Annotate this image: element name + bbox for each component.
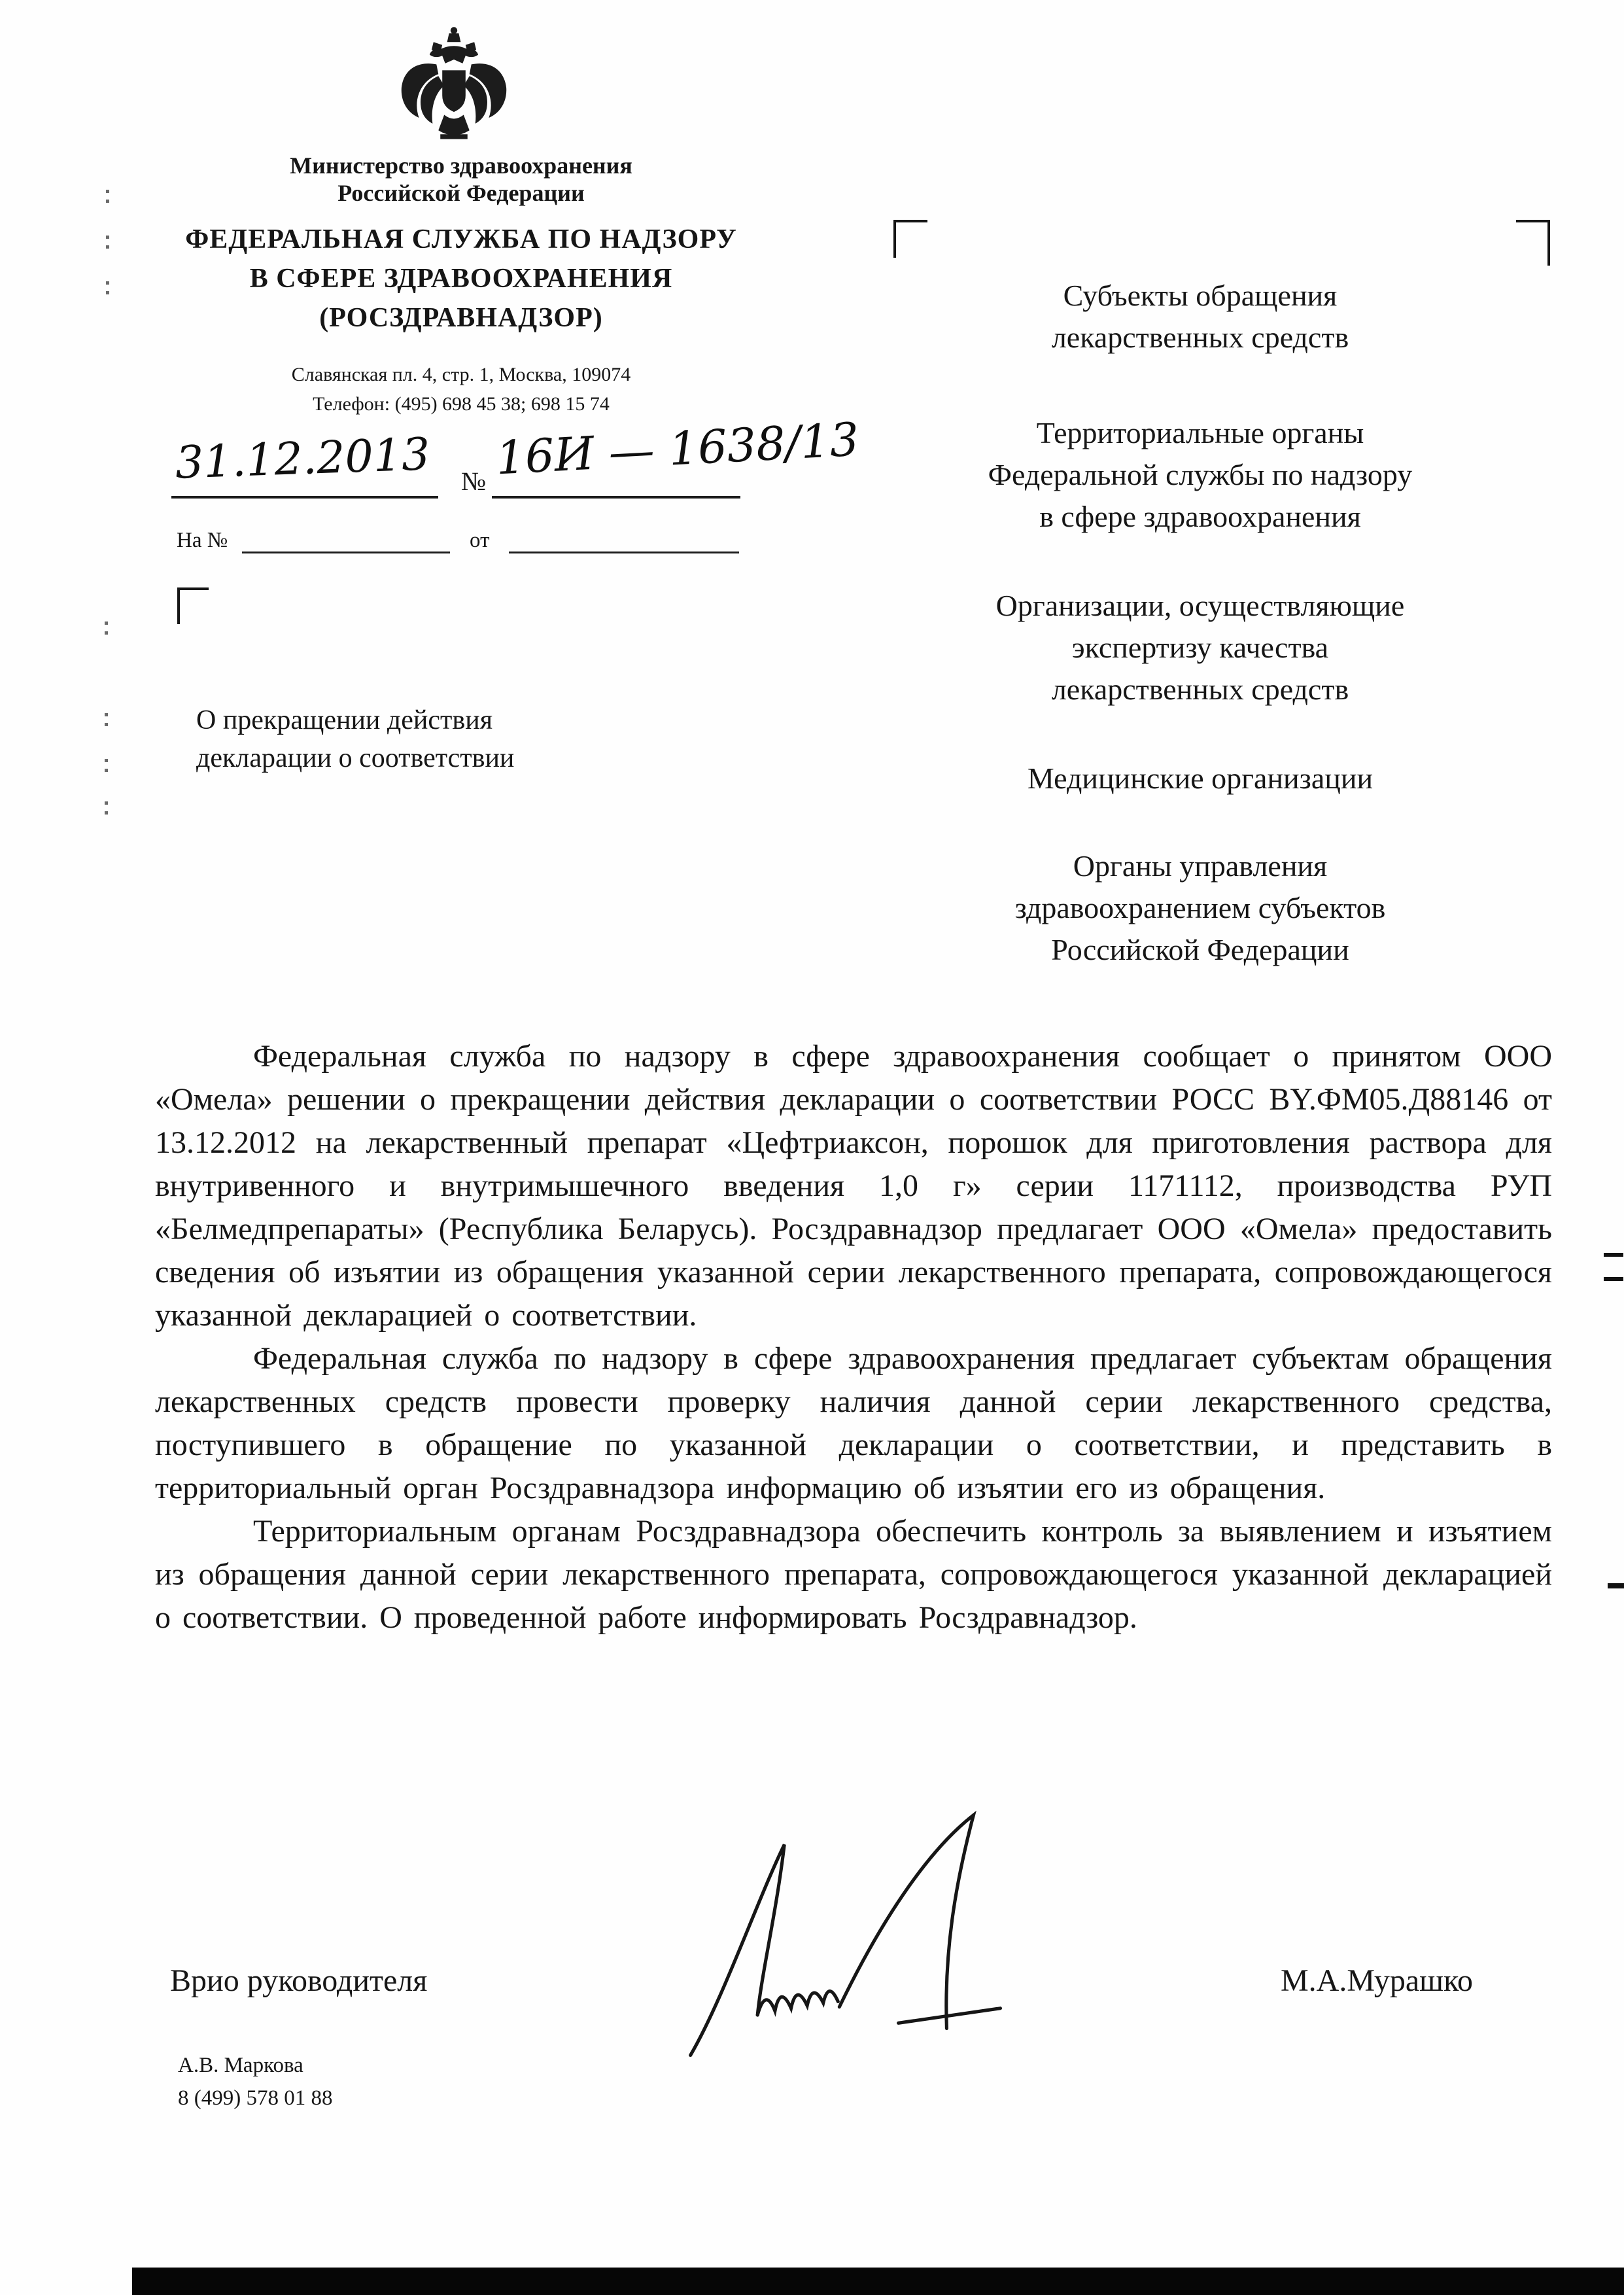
scan-artifact-edge-mark [1608,1583,1624,1588]
reply-from-label: от [470,529,490,552]
scan-artifact-dots [105,622,108,635]
ministry-name [167,152,755,207]
agency-name [150,220,772,338]
addressee-line: в сфере здравоохранения [1039,500,1361,533]
signer-position: Врио руководителя [170,1963,428,1998]
subject-line-2: декларации о соответствии [196,743,515,773]
subject-line [196,701,514,777]
executor-block [178,2049,332,2114]
addressee-line: экспертизу качества [1071,631,1329,664]
number-sign: № [461,466,487,496]
scan-artifact-edge-mark [1604,1277,1623,1281]
scan-artifact-dots [105,801,108,815]
ministry-line-1: Министерство здравоохранения [290,152,632,179]
addressee-line: здравоохранением субъектов [1014,891,1386,924]
subject-line-1: О прекращении действия [196,705,493,735]
executor-phone: 8 (499) 578 01 88 [178,2086,333,2110]
body-paragraph-1: Федеральная служба по надзору в сфере здравоохранения сообщает о принятом ООО «Омела» решении о прекращении действия декларации о соответствии РОСС BY.ФМ05.Д88146 от 13.12.2012 на лекарственный препарат «Цефтриаксон, порошок для приготовления раствора для внутривенного и внутримышечного введения 1,0 г» серии 1171112, производства РУП «Белмедпрепараты» (Республика Беларусь). Росздравнадзор предлагает ООО «Омела» предоставить сведения об изъятии из обращения указанной серии лекарственного препарата, сопровождающегося указанной декларацией о соответствии. [155,1039,1552,1333]
addressee-line: Территориальные органы [1036,416,1364,449]
reply-to-label: На № [177,529,228,552]
agency-phone: Телефон: (495) 698 45 38; 698 15 74 [313,393,610,415]
addressee-line: Субъекты обращения [1063,279,1338,312]
addressee-line: лекарственных средств [1051,321,1349,354]
scan-artifact-dots [106,190,109,203]
handwritten-date: 31.12.2013 [174,429,431,489]
addressee-line: лекарственных средств [1051,673,1349,706]
body-paragraph-2: Федеральная служба по надзору в сфере здравоохранения предлагает субъектам обращения лекарственных средств провести проверку наличия данной серии лекарственного средства, поступившего в обращение по указанной декларации о соответствии, и представить в территориальный орган Росздравнадзора информацию об изъятии его из обращения. [155,1341,1552,1505]
corner-bracket-addressee-left [893,220,927,258]
corner-bracket-addressee-right [1516,220,1550,266]
executor-name: А.В. Маркова [178,2054,303,2077]
agency-contacts [167,360,755,419]
signer-name: М.А.Мурашко [1281,1963,1473,1998]
addressee-line: Организации, осуществляющие [995,589,1405,622]
agency-line-2: В СФЕРЕ ЗДРАВООХРАНЕНИЯ [249,264,673,294]
addressee-line: Медицинские организации [1027,762,1373,795]
scan-artifact-dots [106,236,109,249]
addressee-group-3 [870,585,1530,710]
addressee-line: Органы управления [1073,849,1328,883]
coat-of-arms-emblem [396,25,512,152]
agency-line-3: (РОСЗДРАВНАДЗОР) [319,303,603,333]
addressee-line: Российской Федерации [1051,933,1349,966]
corner-bracket-left [177,587,209,624]
scan-artifact-bottom-bar [132,2268,1624,2295]
body-paragraph-3: Территориальным органам Росздравнадзора обеспечить контроль за выявлением и изъятием из обращения данной серии лекарственного препарата, сопровождающегося указанной декларацией о соответствии. О проведенной работе информировать Росздравнадзор. [155,1514,1552,1635]
scan-artifact-dots [105,713,108,726]
reply-number-underline [242,504,450,553]
addressee-group-5 [870,845,1530,971]
agency-line-1: ФЕДЕРАЛЬНАЯ СЛУЖБА ПО НАДЗОРУ [185,224,737,254]
addressee-line: Федеральной службы по надзору [988,458,1413,491]
scan-artifact-dots [105,759,108,772]
handwritten-outgoing-number: 16И — 1638/13 [494,412,861,485]
ministry-line-2: Российской Федерации [337,180,585,206]
scan-artifact-edge-mark [1604,1253,1623,1257]
reply-date-underline [509,504,739,553]
addressee-group-4 [870,758,1530,799]
letter-body [155,1035,1552,1639]
signature-scribble [680,1806,1033,2067]
agency-address: Славянская пл. 4, стр. 1, Москва, 109074 [291,364,631,385]
addressee-group-1 [870,275,1530,359]
scan-artifact-dots [106,281,109,294]
addressee-group-2 [870,412,1530,538]
